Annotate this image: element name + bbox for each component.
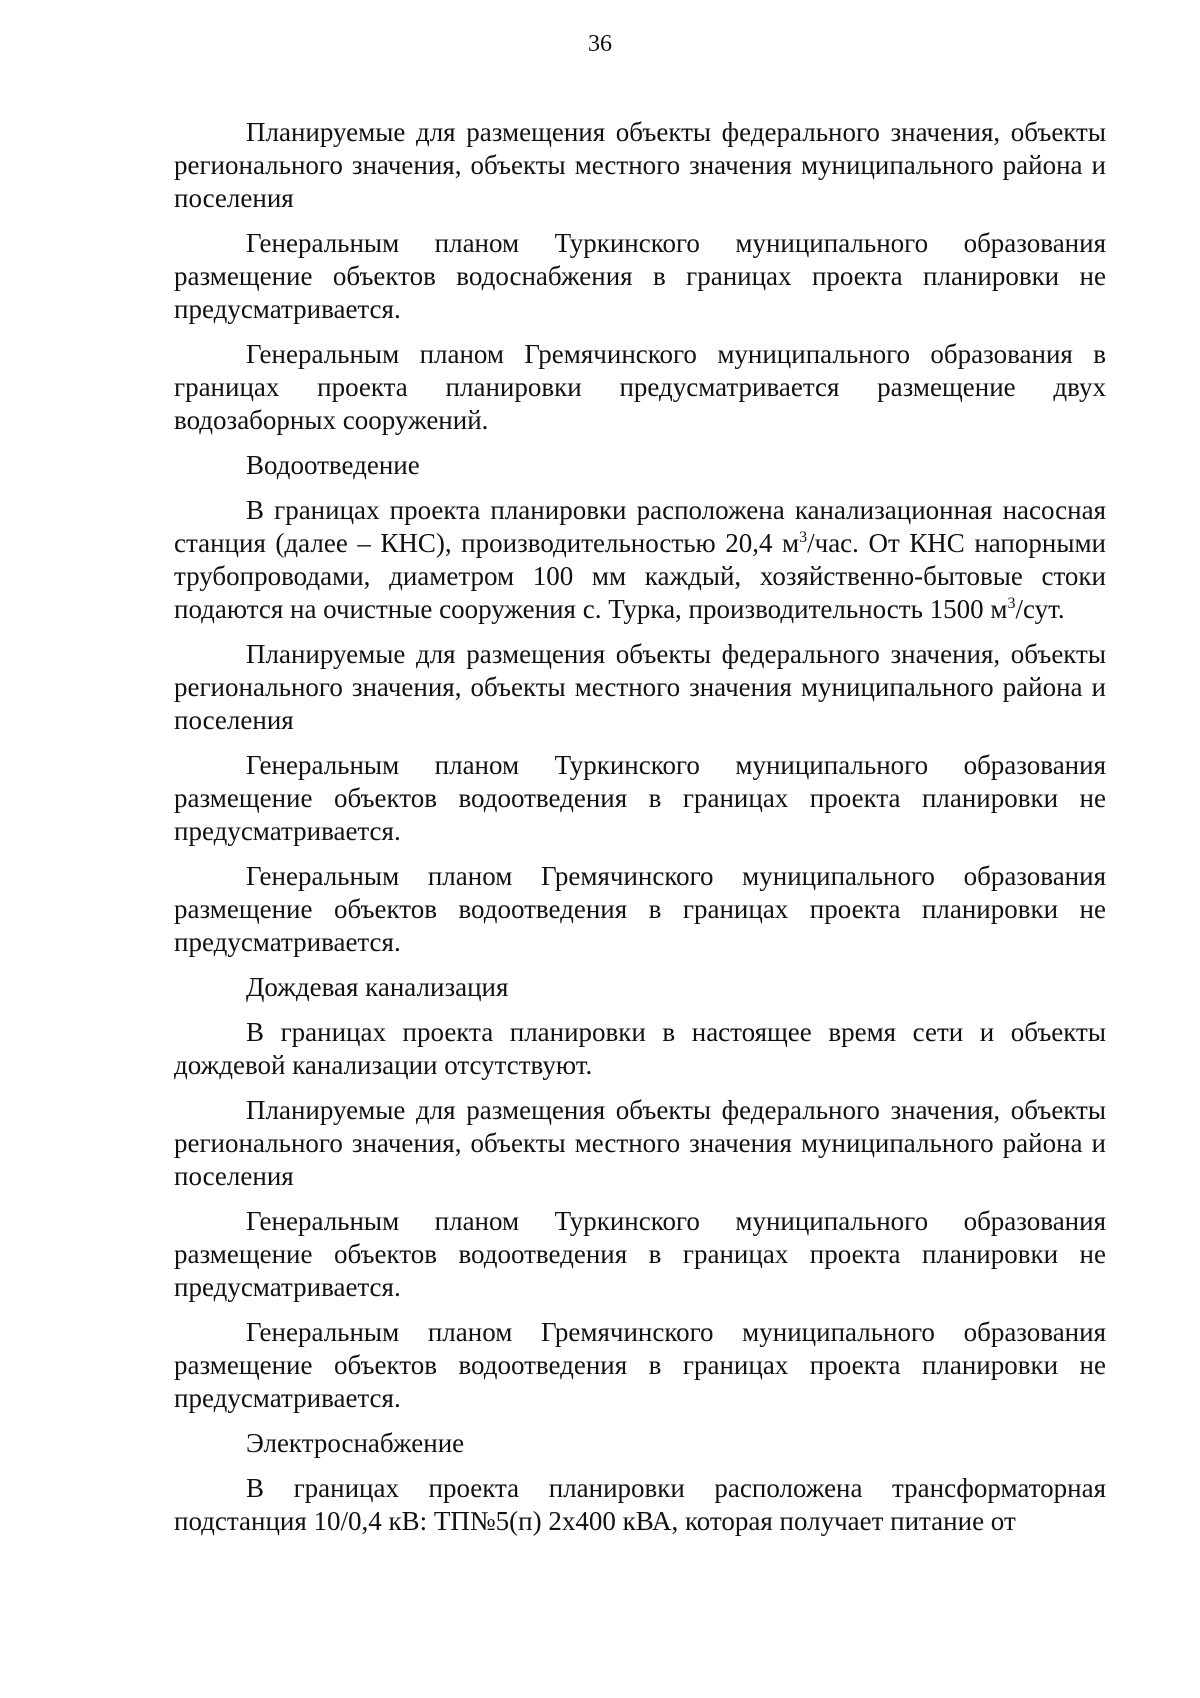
paragraph-gremyachinsky-water-disposal: Генеральным планом Гремячинского муниципального образования размещение объектов водоотведения в границах проекта планировки не предусматривается. [174,861,1106,957]
paragraph-planned-objects-storm-sewer: Планируемые для размещения объекты федерального значения, объекты регионального значения, объекты местного значения муниципального района и поселения [174,1095,1106,1191]
paragraph-planned-objects-water-supply: Планируемые для размещения объекты федерального значения, объекты регионального значения, объекты местного значения муниципального района и поселения [174,117,1106,213]
paragraph-pump-station [174,494,1106,626]
section-heading-storm-sewer: Дождевая канализация [246,972,509,1002]
section-heading-water-disposal: Водоотведение [246,450,420,480]
document-body [174,116,1106,1550]
paragraph-turkinsky-water-disposal: Генеральным планом Туркинского муниципального образования размещение объектов водоотведения в границах проекта планировки не предусматривается. [174,750,1106,846]
superscript-cubic-1: 3 [799,529,808,546]
pump-station-text-1: В границах проекта планировки расположена канализационная насосная станция (далее – КНС), производительностью 20,4 м [174,495,1106,558]
page-number: 36 [588,31,612,57]
pump-station-text-2: /час. От КНС напорными трубопроводами, диаметром 100 мм каждый, хозяйственно-бытовые стоки подаются на очистные сооружения с. Турка, производительность 1500 м [174,528,1107,624]
section-heading-power-supply: Электроснабжение [246,1428,465,1458]
paragraph-gremyachinsky-storm-sewer: Генеральным планом Гремячинского муниципального образования размещение объектов водоотведения в границах проекта планировки не предусматривается. [174,1317,1106,1413]
paragraph-storm-sewer-absent: В границах проекта планировки в настоящее время сети и объекты дождевой канализации отсутствуют. [174,1017,1106,1080]
paragraph-turkinsky-storm-sewer: Генеральным планом Туркинского муниципального образования размещение объектов водоотведения в границах проекта планировки не предусматривается. [174,1206,1106,1302]
paragraph-gremyachinsky-water-supply: Генеральным планом Гремячинского муниципального образования в границах проекта планировки предусматривается размещение двух водозаборных сооружений. [174,339,1106,435]
superscript-cubic-2: 3 [1007,595,1016,612]
paragraph-transformer-substation: В границах проекта планировки расположена трансформаторная подстанция 10/0,4 кВ: ТП№5(п) 2х400 кВА, которая получает питание от [174,1473,1106,1536]
paragraph-planned-objects-water-disposal: Планируемые для размещения объекты федерального значения, объекты регионального значения, объекты местного значения муниципального района и поселения [174,639,1106,735]
paragraph-turkinsky-water-supply: Генеральным планом Туркинского муниципального образования размещение объектов водоснабжения в границах проекта планировки не предусматривается. [174,228,1106,324]
pump-station-text-3: /сут. [1015,594,1065,624]
